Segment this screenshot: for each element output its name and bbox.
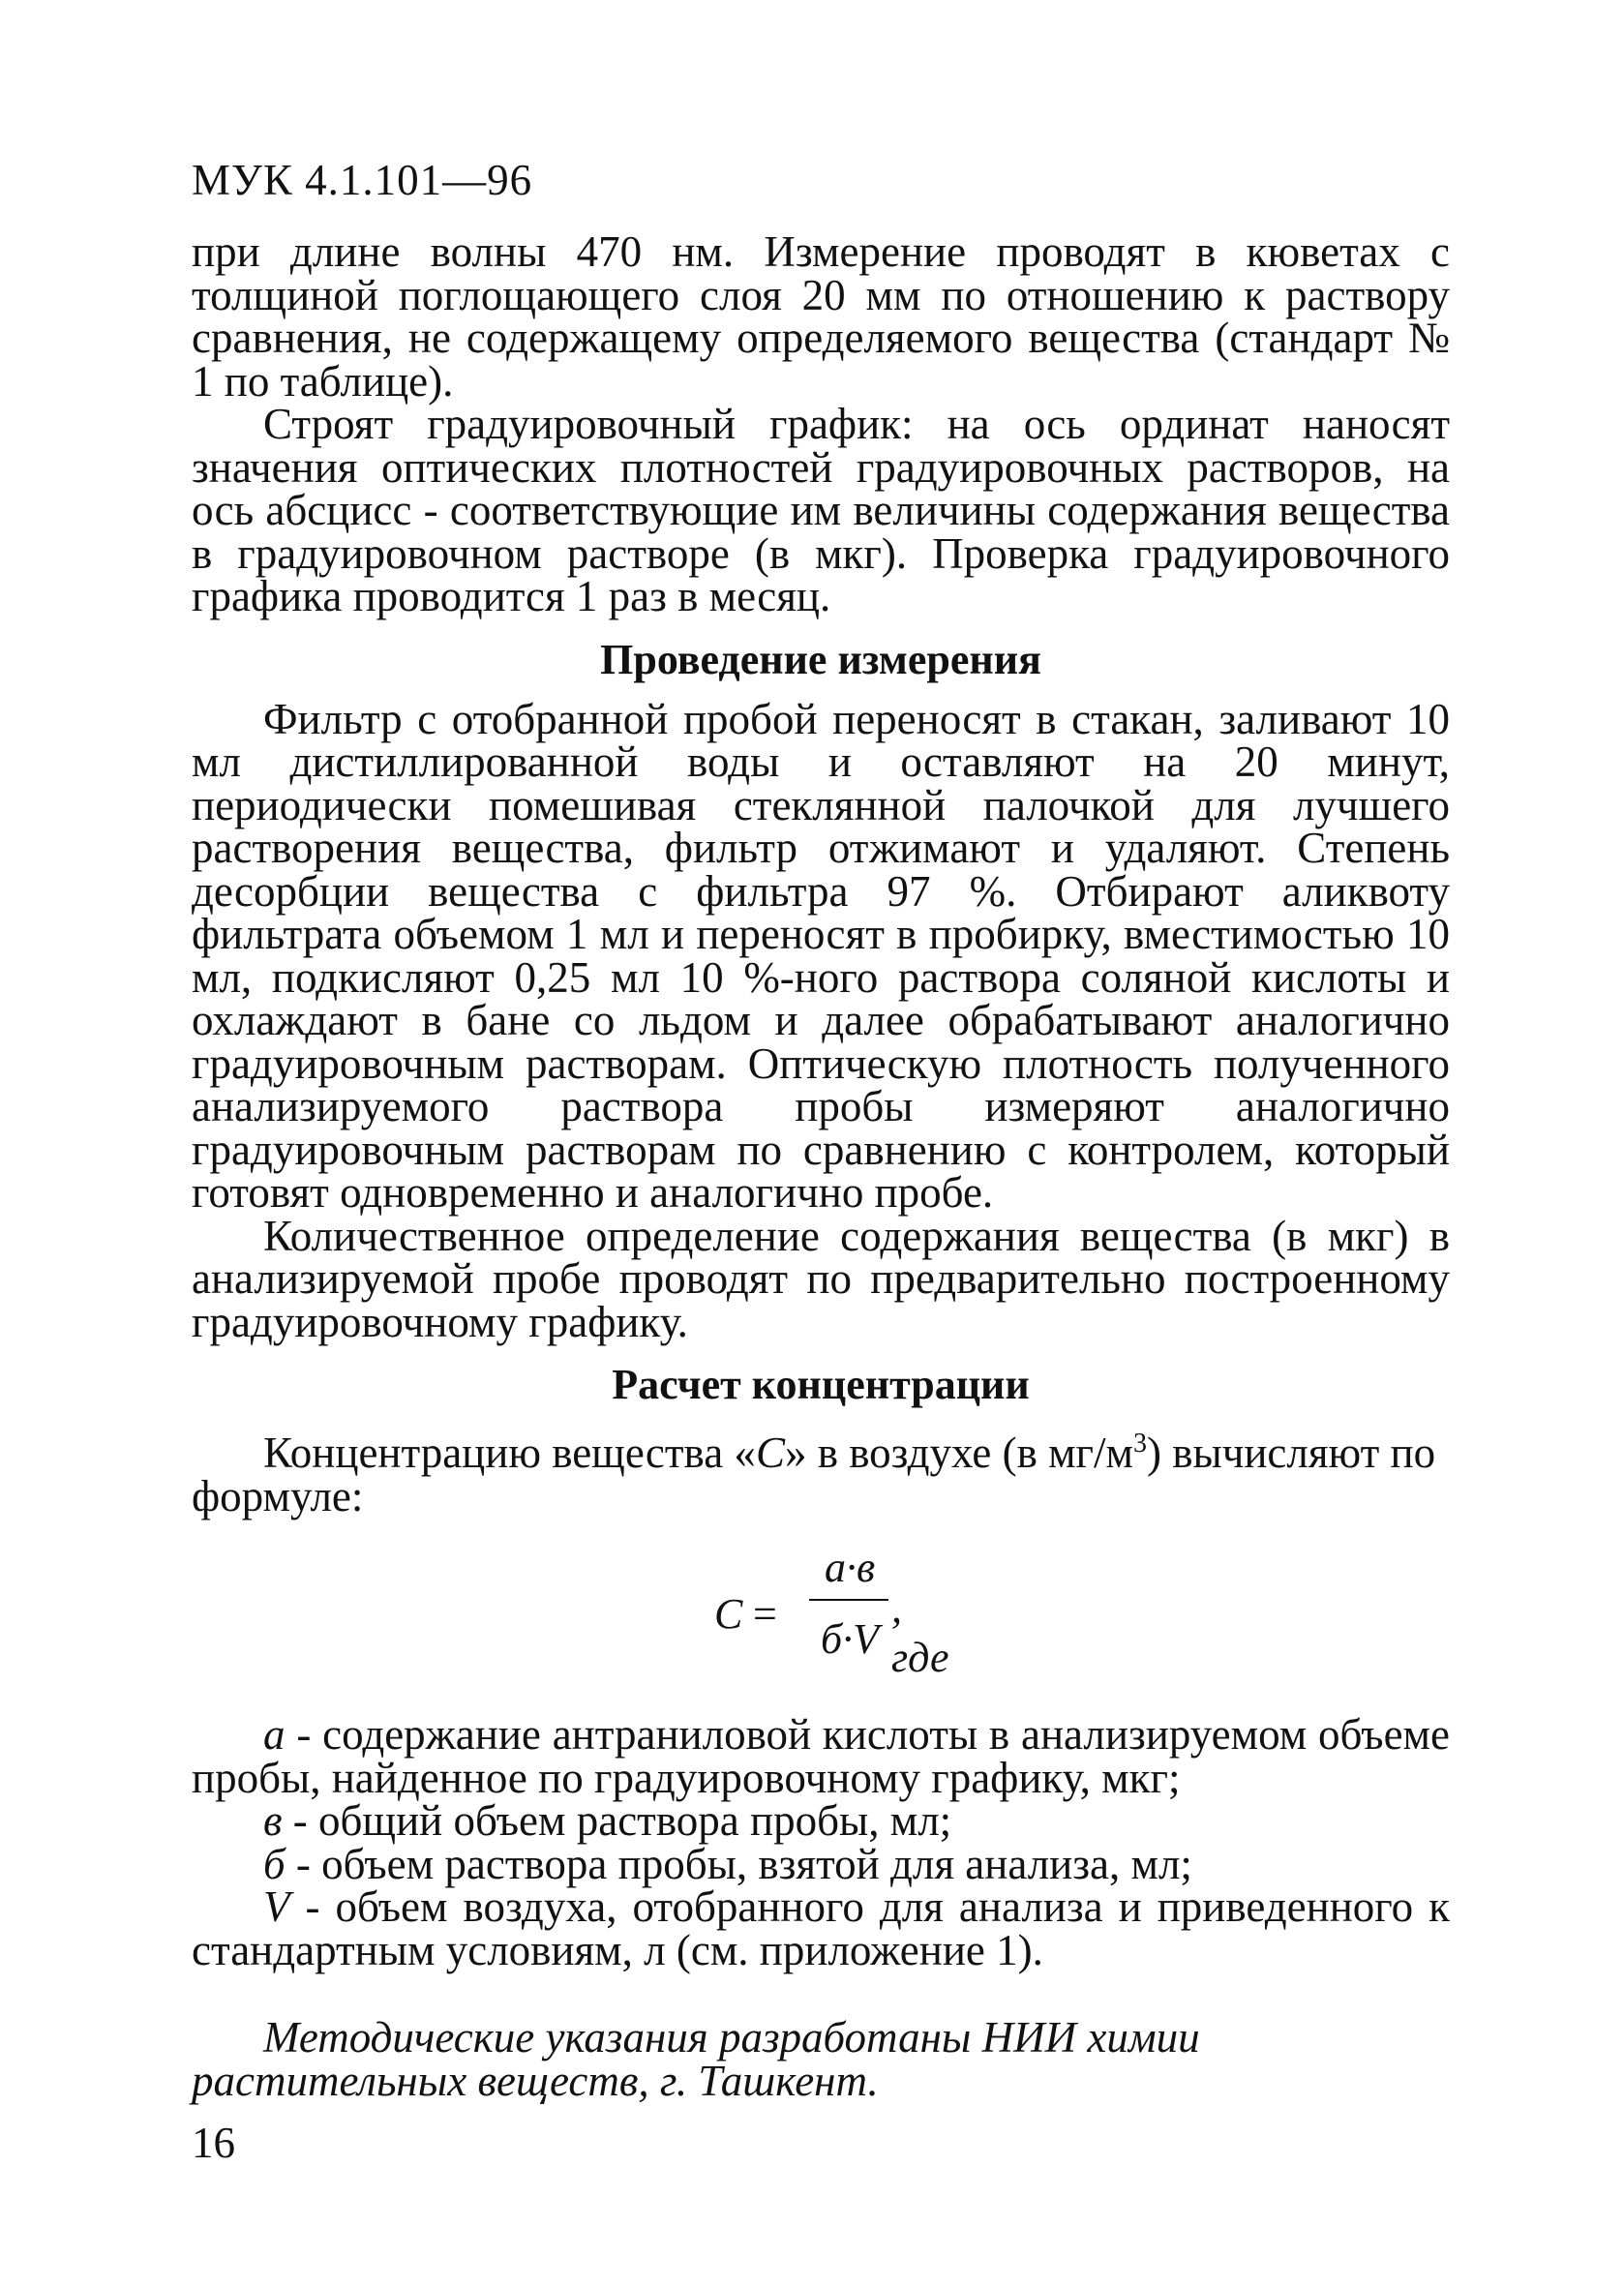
formula-block <box>192 1535 1450 1700</box>
fraction-bar <box>809 1599 888 1601</box>
section-title-calculation: Расчет концентрации <box>612 1361 1030 1408</box>
formula-numerator: а·в <box>824 1544 876 1591</box>
formula-tail: , где <box>891 1584 949 1681</box>
definition-text: - объем раствора пробы, взятой для анализа, мл; <box>285 1839 1192 1888</box>
intro-superscript: 3 <box>1133 1429 1147 1459</box>
page-number: 16 <box>192 2119 235 2167</box>
formula-lhs: С <box>714 1590 743 1638</box>
document-header: МУК 4.1.101—96 <box>192 156 533 204</box>
paragraph-formula-intro <box>192 1423 1450 1518</box>
paragraph-measurement-procedure: Фильтр с отобранной пробой переносят в стакан, заливают 10 мл дистиллированной воды и оставляют на 20 минут, периодически помешивая стеклянной палочкой для лучшего растворения вещества, фильтр отжимают и удаляют. Степень десорбции вещества с фильтра 97 %. Отбирают аликвоту фильтрата объемом 1 мл и переносят в пробирку, вместимостью 10 мл, подкисляют 0,25 мл 10 %-ного раствора соляной кислоты и охлаждают в бане со льдом и далее обрабатывают аналогично градуировочным растворам. Оптическую плотность полученного анализируемого раствора пробы измеряют аналогично градуировочным растворам по сравнению с контролем, который готовят одновременно и аналогично пробе. <box>192 694 1450 1217</box>
paragraph-wavelength: при длине волны 470 нм. Измерение проводят в кюветах с толщиной поглощающего слоя 20 мм по отношению к раствору сравнения, не содержащему определяемого вещества (стандарт № 1 по таблице). <box>192 227 1450 406</box>
definition-symbol: а <box>263 1710 286 1759</box>
paragraph-calibration-graph: Строят градуировочный график: на ось ординат наносят значения оптических плотностей градуировочных растворов, на ось абсцисс - соответствующие им величины содержания вещества в градуировочном растворе (в мкг). Проверка градуировочного графика проводится 1 раз в месяц. <box>192 400 1450 620</box>
intro-text-3: ) вычисляют по формуле: <box>192 1429 1436 1520</box>
definition-symbol: б <box>263 1839 286 1888</box>
intro-text-1: Концентрацию вещества « <box>263 1429 756 1477</box>
paragraph-quantitative: Количественное определение содержания вещества (в мкг) в анализируемой пробе проводят по предварительно построенному градуировочному графику. <box>192 1211 1450 1346</box>
definition-volume <box>192 1882 1450 1974</box>
footnote-developer: Методические указания разработаны НИИ химии растительных веществ, г. Ташкент. <box>192 2013 1200 2105</box>
definition-v <box>192 1796 1450 1845</box>
intro-text-2: » в воздухе (в мг/м <box>784 1429 1133 1477</box>
definition-b <box>192 1839 1450 1888</box>
section-title-measurement: Проведение измерения <box>600 635 1041 683</box>
document-page <box>192 155 1450 2105</box>
definition-text: - общий объем раствора пробы, мл; <box>282 1796 952 1845</box>
formula-equals: = <box>753 1590 777 1638</box>
definition-a <box>192 1710 1450 1802</box>
intro-symbol: С <box>755 1429 785 1477</box>
definition-symbol: в <box>263 1796 283 1845</box>
formula-denominator: б·V <box>820 1615 879 1663</box>
definition-text: - содержание антраниловой кислоты в анализируемом объеме пробы, найденное по градуировочному графику, мкг; <box>192 1710 1450 1802</box>
definition-text: - объем воздуха, отобранного для анализа и приведенного к стандартным условиям, л (см. приложение 1). <box>192 1882 1450 1974</box>
definition-symbol: V <box>263 1882 290 1931</box>
